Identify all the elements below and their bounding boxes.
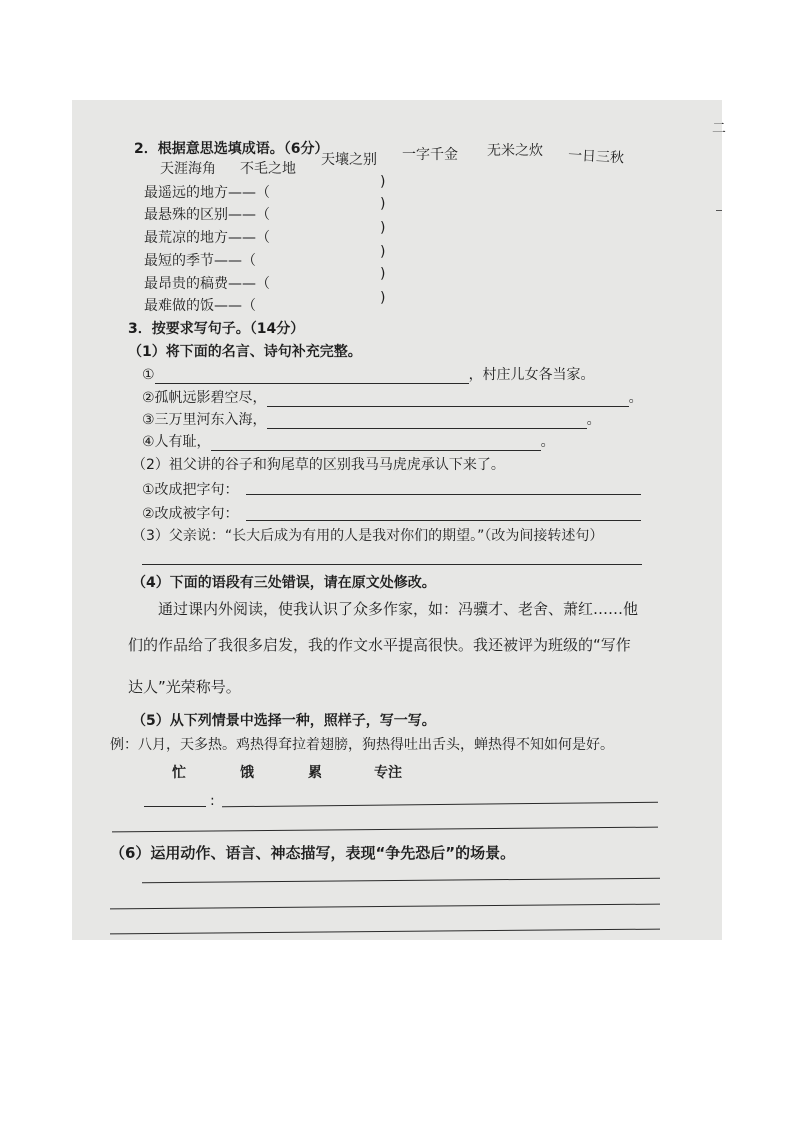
bei-sentence-label: ②改成被字句： (142, 506, 239, 522)
paragraph-line-1: 通过课内外阅读，使我认识了众多作家，如：冯骥才、老舍、萧红……他 (158, 600, 639, 618)
close-paren-6: ) (380, 290, 386, 306)
scene-answer-line-3[interactable] (110, 929, 660, 935)
edge-mark (716, 210, 722, 211)
fill-prefix-4: ④人有耻， (142, 434, 211, 450)
idiom-option-5: 无米之炊 (487, 143, 543, 159)
q3-part3-heading: （3）父亲说：“长大后成为有用的人是我对你们的期望。”（改为间接转述句） (132, 528, 604, 544)
answer-blank-3[interactable] (267, 412, 587, 429)
fill-line-1 (142, 366, 595, 384)
q3-part6-heading: （6）运用动作、语言、神态描写，表现“争先恐后”的场景。 (110, 844, 516, 862)
idiom-prompt-3: 最荒凉的地方——（ (144, 230, 270, 246)
fill-suffix-4: 。 (540, 434, 555, 450)
worksheet-page (72, 100, 722, 940)
indirect-speech-answer-line[interactable] (142, 564, 642, 565)
fill-suffix-3: 。 (586, 412, 601, 428)
scenario-answer-line-1[interactable] (222, 802, 658, 808)
idiom-prompt-4: 最短的季节——（ (144, 253, 256, 269)
fill-prefix-3: ③三万里河东入海， (142, 412, 267, 428)
q2-title: 2．根据意思选填成语。（6分） (134, 141, 329, 157)
q3-part2-heading: （2）祖父讲的谷子和狗尾草的区别我马马虎虎承认下来了。 (132, 457, 505, 473)
fill-prefix-2: ②孤帆远影碧空尽， (142, 390, 267, 406)
q3-part1-heading: （1）将下面的名言、诗句补充完整。 (128, 344, 362, 360)
scenario-choice-2: 饿 (240, 765, 254, 781)
scene-answer-line-1[interactable] (142, 878, 660, 884)
fill-line-4 (142, 433, 555, 451)
bei-sentence-answer-line[interactable] (246, 520, 641, 521)
idiom-option-6: 一日三秋 (567, 147, 625, 167)
scenario-choice-3: 累 (308, 765, 322, 781)
scenario-choice-1: 忙 (172, 765, 186, 781)
idiom-prompt-6: 最难做的饭——（ (144, 298, 256, 314)
paragraph-line-2: 们的作品给了我很多启发，我的作文水平提高很快。我还被评为班级的“写作 (128, 636, 631, 654)
idiom-prompt-5: 最昂贵的稿费——（ (144, 276, 270, 292)
idiom-option-3: 天壤之别 (321, 152, 377, 168)
scenario-choice-4: 专注 (374, 765, 402, 781)
fill-suffix-2: 。 (628, 390, 643, 406)
close-paren-4: ) (380, 244, 386, 260)
scenario-answer-line-2[interactable] (112, 827, 658, 833)
fill-suffix-1: ，村庄儿女各当家。 (468, 367, 595, 383)
ba-sentence-label: ①改成把字句： (142, 482, 239, 498)
fill-line-2 (142, 389, 643, 407)
answer-blank-2[interactable] (267, 390, 629, 407)
scene-answer-line-2[interactable] (110, 904, 660, 910)
edge-character: 二 (712, 121, 726, 137)
ba-sentence-answer-line[interactable] (246, 494, 641, 495)
answer-blank-1[interactable] (155, 367, 469, 384)
idiom-option-1: 天涯海角 (160, 161, 216, 177)
example-sentence: 例：八月，天多热。鸡热得耷拉着翅膀，狗热得吐出舌头，蝉热得不知如何是好。 (110, 737, 614, 753)
close-paren-5: ) (380, 266, 386, 282)
scenario-colon: : (210, 793, 215, 809)
scenario-answer-short-line[interactable] (144, 806, 206, 807)
fill-prefix-1: ① (142, 367, 155, 383)
paragraph-line-3: 达人”光荣称号。 (128, 678, 241, 696)
close-paren-3: ) (380, 220, 386, 236)
answer-blank-4[interactable] (211, 434, 541, 451)
q3-part4-heading: （4）下面的语段有三处错误，请在原文处修改。 (132, 575, 436, 591)
close-paren-2: ) (380, 196, 386, 212)
close-paren-1: ) (380, 174, 386, 190)
idiom-option-2: 不毛之地 (240, 161, 296, 177)
fill-line-3 (142, 411, 601, 429)
idiom-option-4: 一字千金 (402, 147, 458, 163)
idiom-prompt-1: 最遥远的地方——（ (144, 185, 270, 201)
idiom-prompt-2: 最悬殊的区别——（ (144, 207, 270, 223)
q3-title: 3．按要求写句子。（14分） (128, 321, 305, 337)
q3-part5-heading: （5）从下列情景中选择一种，照样子，写一写。 (132, 713, 436, 729)
